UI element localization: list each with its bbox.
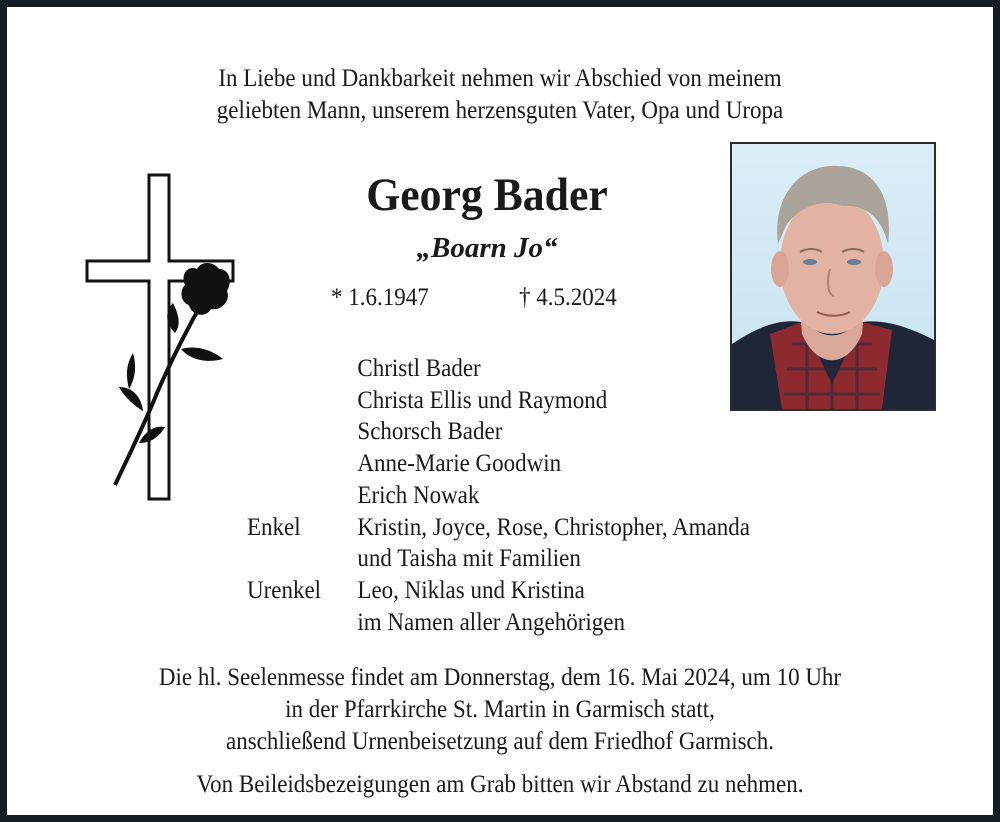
- condolence-note: Von Beileidsbezeigungen am Grab bitten wir Abstand zu nehmen.: [196, 771, 804, 798]
- mourner-name: Erich Nowak: [357, 481, 480, 509]
- service-line: Die hl. Seelenmesse findet am Donnerstag, dem 16. Mai 2024, um 10 Uhr: [158, 664, 842, 691]
- mourner-name: Christa Ellis und Raymond: [357, 386, 608, 414]
- mourner-group-label: [247, 416, 357, 448]
- service-info: [46, 662, 953, 758]
- intro-text: [46, 63, 953, 127]
- mourner-row: [247, 480, 750, 512]
- mourner-group-label: Urenkel: [247, 576, 322, 604]
- mourner-row: [247, 607, 750, 639]
- service-line: in der Pfarrkirche St. Martin in Garmisch statt,: [285, 696, 715, 723]
- mourner-row: [247, 512, 750, 544]
- mourner-row: [247, 543, 750, 575]
- birth-date: * 1.6.1947: [331, 284, 429, 311]
- mourner-group-label: Enkel: [247, 513, 301, 541]
- mourner-group-label: [247, 607, 357, 639]
- mourner-name: Christl Bader: [357, 355, 481, 382]
- deceased-nickname: „Boarn Jo“: [416, 232, 558, 264]
- mourner-group-label: [247, 353, 357, 385]
- mourner-row: [247, 353, 750, 385]
- mourner-group-label: [247, 543, 357, 575]
- mourner-name: Schorsch Bader: [357, 418, 503, 446]
- intro-line: geliebten Mann, unserem herzensguten Vater, Opa und Uropa: [216, 97, 784, 124]
- mourner-group-label: [247, 448, 357, 480]
- mourner-row: [247, 385, 750, 417]
- mourner-row: [247, 575, 750, 607]
- mourner-row: [247, 448, 750, 480]
- cross-with-rose-icon: [85, 173, 235, 503]
- mourners-list: [247, 353, 750, 638]
- mourner-group-label: [247, 385, 357, 417]
- mourner-name: Anne-Marie Goodwin: [357, 450, 562, 478]
- mourner-row: [247, 416, 750, 448]
- mourner-name: im Namen aller Angehörigen: [357, 608, 626, 636]
- portrait-photo: [730, 142, 936, 411]
- portrait-illustration: [732, 144, 934, 409]
- mourner-name: und Taisha mit Familien: [357, 545, 581, 573]
- deceased-name: Georg Bader: [366, 169, 608, 221]
- mourner-group-label: [247, 480, 357, 512]
- death-date: † 4.5.2024: [519, 284, 617, 311]
- intro-line: In Liebe und Dankbarkeit nehmen wir Abschied von meinem: [218, 65, 782, 92]
- service-line: anschließend Urnenbeisetzung auf dem Friedhof Garmisch.: [225, 728, 775, 755]
- mourner-name: Leo, Niklas und Kristina: [357, 576, 585, 604]
- obituary-notice: [7, 7, 993, 815]
- mourner-name: Kristin, Joyce, Rose, Christopher, Amanda: [357, 513, 750, 541]
